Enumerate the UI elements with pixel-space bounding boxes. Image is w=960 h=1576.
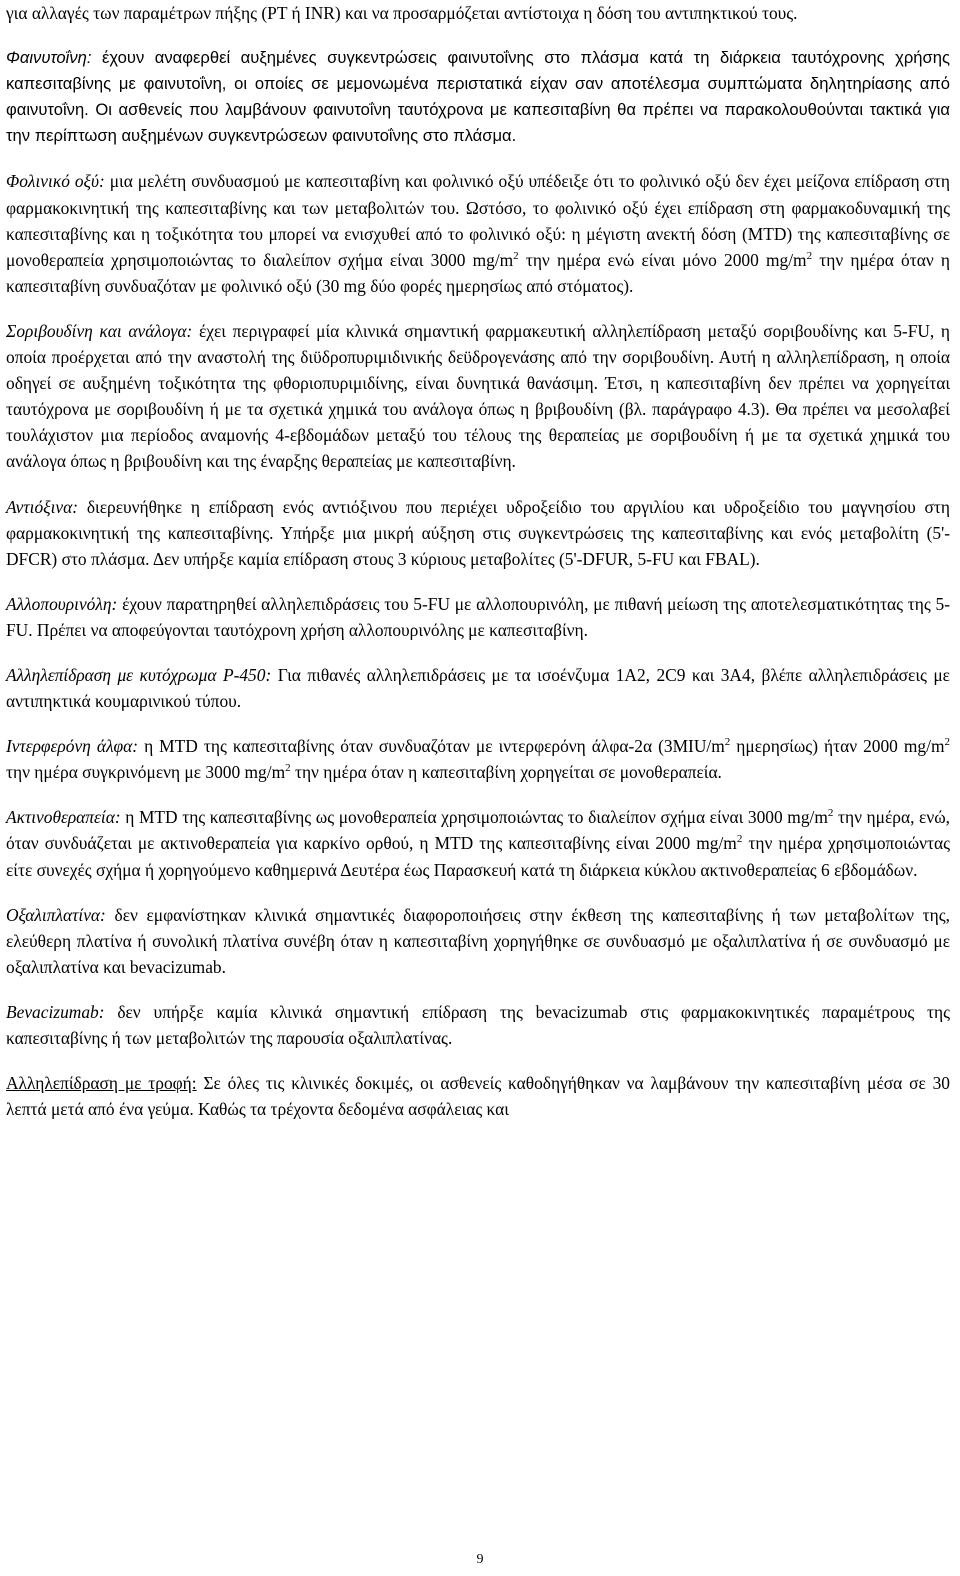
superscript: 2 — [806, 249, 813, 262]
paragraph-text: ημερησίως) ήταν 2000 mg/m — [730, 736, 945, 757]
paragraph-bevacizumab — [6, 999, 950, 1051]
bevacizumab-label: Bevacizumab: — [6, 1001, 105, 1022]
phenytoin-label: Φαινυτοΐνη: — [6, 48, 92, 68]
paragraph-cytochrome-p450 — [6, 662, 950, 714]
paragraph-text: η MTD της καπεσιταβίνης ως μονοθεραπεία χρησιμοποιώντας το διαλείπον σχήμα είναι 3000 mg/m — [125, 807, 828, 828]
paragraph-text: μια μελέτη συνδυασμού με καπεσιταβίνη και φολινικό οξύ υπέδειξε ότι το φολινικό οξύ δεν έχει μείζονα επίδραση στη φαρμακοκινητική της καπεσιταβίνης και των μεταβολιτών του. Ωστόσο, το φολινικό οξύ έχει επίδραση στη φαρμακοδυναμική της καπεσιταβίνης και η τοξικότητα του μπορεί να ενισχυθεί από το φολινικό οξύ: η μέγιστη ανεκτή δόση (MTD) της καπεσιταβίνης σε μονοθεραπεία χρησιμοποιώντας το διαλείπον σχήμα είναι 3000 mg/m — [6, 171, 950, 270]
paragraph-phenytoin — [6, 45, 950, 149]
paragraph-food-interaction — [6, 1070, 950, 1122]
page-number: 9 — [476, 1552, 484, 1567]
interferon-label: Ιντερφερόνη άλφα: — [6, 736, 139, 757]
paragraph-text: έχουν παρατηρηθεί αλληλεπιδράσεις του 5-FU με αλλοπουρινόλη, με πιθανή μείωση της αποτελεσματικότητας της 5-FU. Πρέπει να αποφεύγονται ταυτόχρονη χρήση αλλοπουρινόλης με καπεσιταβίνη. — [6, 593, 950, 640]
paragraph-oxaliplatin — [6, 902, 950, 980]
paragraph-antacids — [6, 494, 950, 572]
superscript: 2 — [285, 762, 291, 775]
superscript: 2 — [944, 736, 950, 749]
superscript: 2 — [736, 833, 743, 846]
cytochrome-label: Αλληλεπίδραση με κυτόχρωμα P-450: — [6, 664, 272, 685]
superscript: 2 — [724, 736, 731, 749]
document-page — [6, 0, 950, 1141]
paragraph-text: έχουν αναφερθεί αυξημένες συγκεντρώσεις φαινυτοΐνης στο πλάσμα κατά τη διάρκεια ταυτόχρονης χρήσης καπεσιταβίνης με φαινυτοΐνη, οι οποίες σε μεμονωμένα περιστατικά είχαν σαν αποτέλεσμα συμπτώματα δηλητηρίασης από φαινυτοΐνη. Οι ασθενείς που λαμβάνουν φαινυτοΐνη ταυτόχρονα με καπεσιταβίνη θα πρέπει να παρακολουθούνται τακτικά για την περίπτωση αυξημένων συγκεντρώσεων φαινυτοΐνης στο πλάσμα. — [6, 48, 950, 146]
oxaliplatin-label: Οξαλιπλατίνα: — [6, 904, 106, 925]
paragraph-text: Σε όλες τις κλινικές δοκιμές, οι ασθενείς καθοδηγήθηκαν να λαμβάνουν την καπεσιταβίνη μέσα σε 30 λεπτά μετά από ένα γεύμα. Καθώς τα τρέχοντα δεδομένα ασφάλειας και — [6, 1073, 950, 1120]
paragraph-text: η MTD της καπεσιταβίνης όταν συνδυαζόταν με ιντερφερόνη άλφα-2α (3MIU/m — [144, 736, 725, 757]
paragraph-text: διερευνήθηκε η επίδραση ενός αντιόξινου που περιέχει υδροξείδιο του αργιλίου και υδροξείδιο του μαγνησίου στη φαρμακοκινητική της καπεσιταβίνης. Υπήρξε μια μικρή αύξηση στις συγκεντρώσεις της καπεσιταβίνης και ενός μεταβολίτη (5'-DFCR) στο πλάσμα. Δεν υπήρξε καμία επίδραση στους 3 κύριους μεταβολίτες (5'-DFUR, 5-FU και FBAL). — [6, 496, 950, 569]
paragraph-text: δεν εμφανίστηκαν κλινικά σημαντικές διαφοροποιήσεις στην έκθεση της καπεσιταβίνης ή των μεταβολίτων της, ελεύθερη πλατίνα ή συνολική πλατίνα συνέβη όταν η καπεσιταβίνη χορηγήθηκε σε συνδυασμό με οξαλιπλατίνα ή σε συνδυασμό με οξαλιπλατίνα και bevacizumab. — [6, 904, 950, 977]
food-interaction-label: Αλληλεπίδραση με τροφή: — [6, 1073, 197, 1094]
paragraph-sorivudine — [6, 318, 950, 475]
paragraph-radiotherapy — [6, 804, 950, 882]
sorivudine-label: Σοριβουδίνη και ανάλογα: — [6, 320, 193, 341]
paragraph-interferon-alpha — [6, 733, 950, 785]
paragraph-text: την ημέρα όταν η καπεσιταβίνη συνδυαζόταν με φολινικό οξύ (30 mg δύο φορές ημερησίως από στόματος). — [6, 249, 950, 296]
radiotherapy-label: Ακτινοθεραπεία: — [6, 807, 121, 828]
paragraph-allopurinol — [6, 591, 950, 643]
paragraph-text: την ημέρα, ενώ, όταν συνδυάζεται με ακτινοθεραπεία για καρκίνο ορθού, η MTD της καπεσιταβίνης είναι 2000 mg/m — [6, 807, 950, 854]
paragraph-text: Για πιθανές αλληλεπιδράσεις με τα ισοένζυμα 1Α2, 2C9 και 3A4, βλέπε αλληλεπιδράσεις με αντιπηκτικά κουμαρινικού τύπου. — [6, 664, 950, 712]
paragraph-text: την ημέρα ενώ είναι μόνο 2000 mg/m — [518, 249, 807, 270]
paragraph-folinic-acid — [6, 168, 950, 298]
superscript: 2 — [513, 249, 519, 262]
paragraph-coagulation-continuation — [6, 0, 950, 26]
paragraph-text: δεν υπήρξε καμία κλινικά σημαντική επίδραση της bevacizumab στις φαρμακοκινητικές παραμέτρους της καπεσιταβίνης ή των μεταβολιτών της παρουσία οξαλιπλατίνας. — [6, 1001, 950, 1048]
paragraph-text: για αλλαγές των παραμέτρων πήξης (PT ή INR) και να προσαρμόζεται αντίστοιχα η δόση του αντιπηκτικού τους. — [6, 3, 798, 23]
superscript: 2 — [827, 807, 834, 820]
folinic-acid-label: Φολινικό οξύ: — [6, 171, 105, 192]
paragraph-text: την ημέρα όταν η καπεσιταβίνη χορηγείται σε μονοθεραπεία. — [290, 762, 722, 783]
antacids-label: Αντιόξινα: — [6, 496, 79, 517]
paragraph-text: την ημέρα χρησιμοποιώντας είτε συνεχές σχήμα ή χορηγούμενο καθημερινά Δευτέρα έως Παρασκευή κατά τη διάρκεια κύκλου ακτινοθεραπείας 6 εβδομάδων. — [6, 833, 951, 880]
paragraph-text: την ημέρα συγκρινόμενη με 3000 mg/m — [6, 762, 286, 783]
allopurinol-label: Αλλοπουρινόλη: — [6, 593, 118, 614]
paragraph-text: έχει περιγραφεί μία κλινικά σημαντική φαρμακευτική αλληλεπίδραση μεταξύ σοριβουδίνης και 5-FU, η οποία προέρχεται από την αναστολή της διϋδροπυριμιδινικής δεϋδρογενάσης από την σοριβουδίνη. Αυτή η αλληλεπίδραση, η οποία οδηγεί σε αυξημένη τοξικότητα της φθοριοπυριμιδίνης, είναι δυνητικά θανάσιμη. Έτσι, η καπεσιταβίνη δεν πρέπει να χορηγείται ταυτόχρονα με σοριβουδίνη ή με τα σχετικά χημικά του ανάλογα όπως η βριβουδίνη (βλ. παράγραφο 4.3). Θα πρέπει να μεσολαβεί τουλάχιστον μια περίοδος αναμονής 4-εβδομάδων μεταξύ του τέλους της θεραπείας με σοριβουδίνη ή με τα σχετικά χημικά του ανάλογα όπως η βριβουδίνη και της έναρξης θεραπείας με καπεσιταβίνη. — [6, 320, 950, 472]
